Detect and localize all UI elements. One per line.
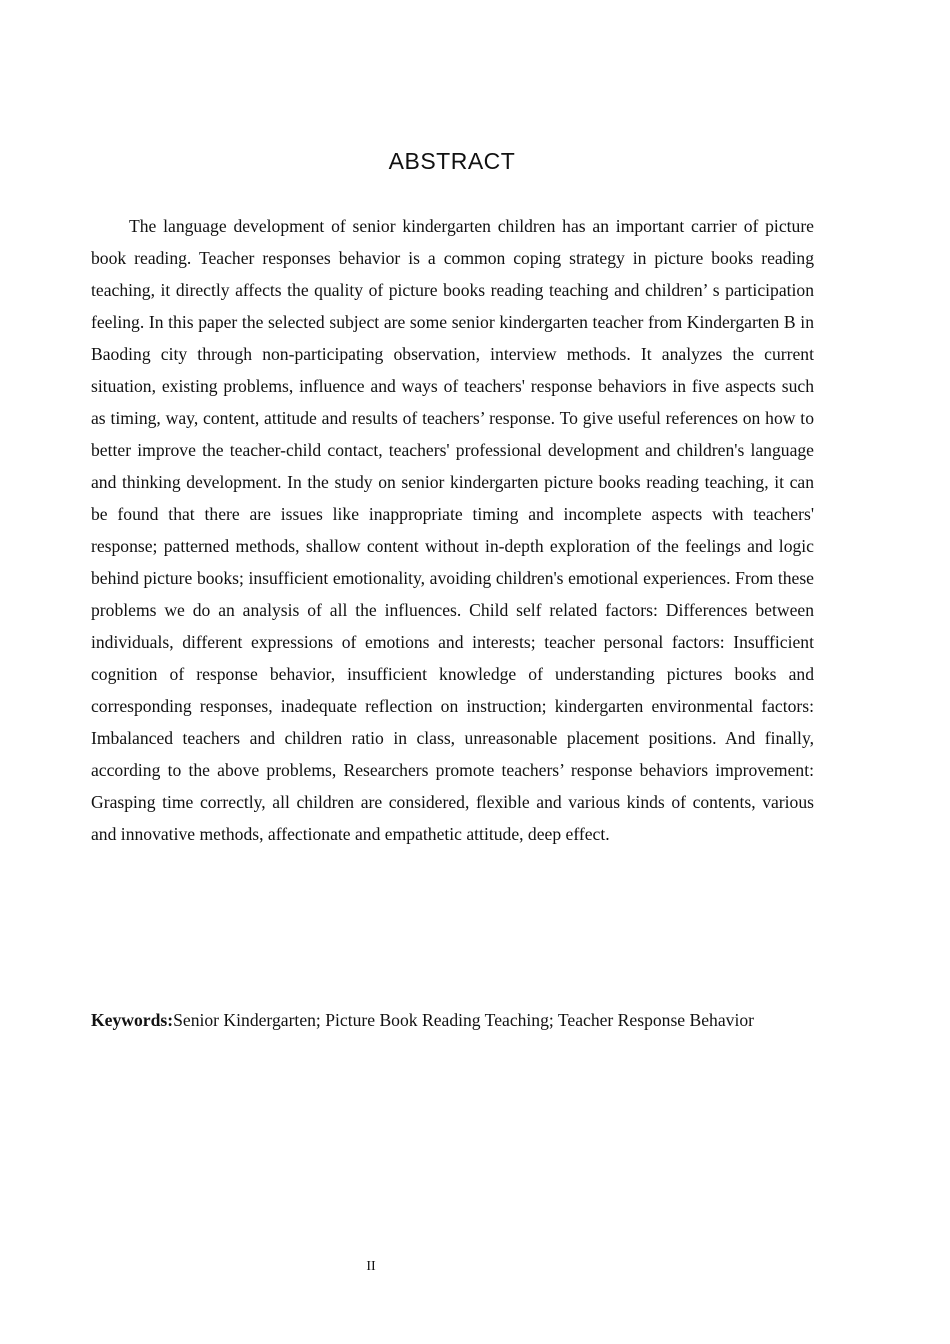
keywords-paragraph [91,1004,814,1036]
abstract-body: The language development of senior kindergarten children has an important carrier of picture book reading. Teacher responses behavior is a common coping strategy in picture books reading teaching, it directly affects the quality of picture books reading teaching and children’ s participation feeling. In this paper the selected subject are some senior kindergarten teacher from Kindergarten B in Baoding city through non-participating observation, interview methods. It analyzes the current situation, existing problems, influence and ways of teachers' response behaviors in five aspects such as timing, way, content, attitude and results of teachers’ response. To give useful references on how to better improve the teacher-child contact, teachers' professional development and children's language and thinking development. In the study on senior kindergarten picture books reading teaching, it can be found that there are issues like inappropriate timing and incomplete aspects with teachers' response; patterned methods, shallow content without in-depth exploration of the feelings and logic behind picture books; insufficient emotionality, avoiding children's emotional experiences. From these problems we do an analysis of all the influences. Child self related factors: Differences between individuals, different expressions of emotions and interests; teacher personal factors: Insufficient cognition of response behavior, insufficient knowledge of understanding pictures books and corresponding responses, inadequate reflection on instruction; kindergarten environmental factors: Imbalanced teachers and children ratio in class, unreasonable placement positions. And finally, according to the above problems, Researchers promote teachers’ response behaviors improvement: Grasping time correctly, all children are considered, flexible and various kinds of contents, various and innovative methods, affectionate and empathetic attitude, deep effect. [91,216,814,844]
keywords-label: Keywords: [91,1010,174,1030]
page-title: ABSTRACT [388,148,516,174]
keywords-text: Senior Kindergarten; Picture Book Reading Teaching; Teacher Response Behavior [173,1010,755,1030]
page-number: II [366,1259,376,1274]
